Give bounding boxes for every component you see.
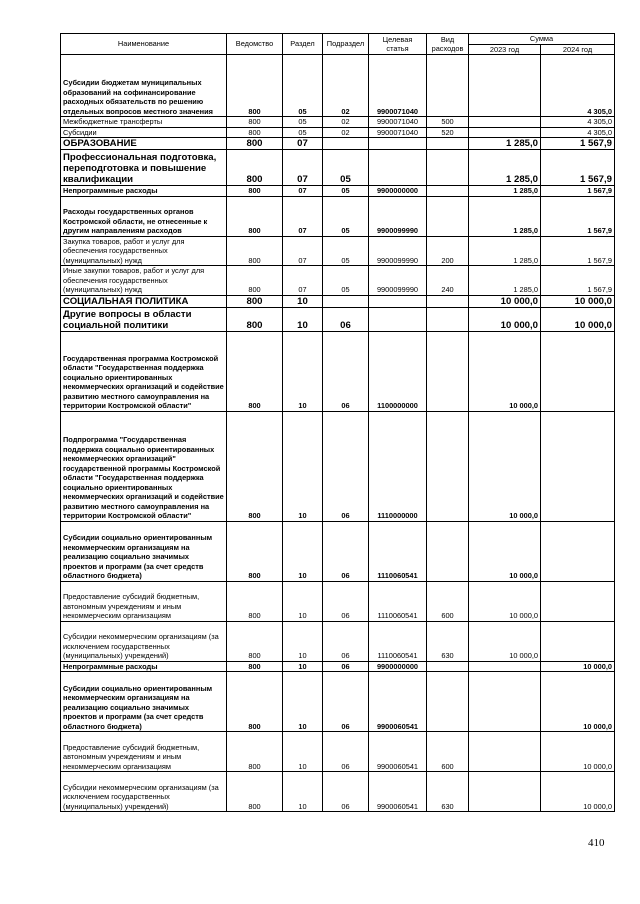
cell-section: 05: [283, 55, 323, 117]
cell-department: 800: [227, 521, 283, 581]
cell-2024: 10 000,0: [541, 772, 615, 812]
header-sum: Сумма: [469, 34, 615, 45]
cell-department: 800: [227, 581, 283, 621]
cell-subsection: 02: [323, 117, 369, 128]
cell-subsection: 05: [323, 150, 369, 186]
cell-subsection: 05: [323, 196, 369, 236]
cell-department: 800: [227, 295, 283, 307]
cell-2024: 4 305,0: [541, 55, 615, 117]
cell-2024: [541, 621, 615, 661]
cell-2024: 10 000,0: [541, 732, 615, 772]
table-row: [61, 236, 615, 266]
header-subsection: Подраздел: [323, 34, 369, 55]
table-row: [61, 150, 615, 186]
cell-target: 9900099990: [369, 266, 427, 296]
cell-target: 9900060541: [369, 772, 427, 812]
table-row: [61, 196, 615, 236]
cell-department: 800: [227, 307, 283, 331]
cell-section: 05: [283, 127, 323, 138]
table-row: [61, 621, 615, 661]
cell-section: 10: [283, 331, 323, 411]
cell-2023: 1 285,0: [469, 150, 541, 186]
cell-target: 9900071040: [369, 117, 427, 128]
table-row: [61, 55, 615, 117]
header-target: Целевая статья: [369, 34, 427, 55]
cell-section: 10: [283, 581, 323, 621]
cell-subsection: [323, 138, 369, 150]
cell-2023: [469, 661, 541, 672]
cell-department: 800: [227, 186, 283, 197]
cell-2023: 10 000,0: [469, 411, 541, 521]
cell-2024: [541, 331, 615, 411]
cell-2023: 10 000,0: [469, 621, 541, 661]
cell-expense-type: [427, 295, 469, 307]
table-body: [61, 55, 615, 812]
cell-subsection: 05: [323, 236, 369, 266]
cell-department: 800: [227, 621, 283, 661]
cell-2023: [469, 772, 541, 812]
cell-target: 1110060541: [369, 521, 427, 581]
cell-name: Профессиональная подготовка, переподготовка и повышение квалификации: [61, 150, 227, 186]
table-row: [61, 581, 615, 621]
cell-section: 10: [283, 672, 323, 732]
table-row: [61, 411, 615, 521]
cell-subsection: 06: [323, 661, 369, 672]
cell-name: Иные закупки товаров, работ и услуг для обеспечения государственных (муниципальных) нужд: [61, 266, 227, 296]
cell-expense-type: 500: [427, 117, 469, 128]
table-row: [61, 186, 615, 197]
cell-name: Субсидии социально ориентированным некоммерческим организациям на реализацию социально значимых проектов и программ (за счет средств областного бюджета): [61, 521, 227, 581]
cell-section: 10: [283, 521, 323, 581]
cell-department: 800: [227, 55, 283, 117]
table-row: [61, 672, 615, 732]
cell-section: 10: [283, 307, 323, 331]
cell-expense-type: [427, 138, 469, 150]
cell-name: Подпрограмма "Государственная поддержка социально ориентированных некоммерческих организаций" государственной программы Костромской области "Государственная поддержка социально ориентированных некоммерческих организаций и содействие развитию местного самоуправления на территории Костромской области": [61, 411, 227, 521]
cell-target: 9900099990: [369, 236, 427, 266]
cell-expense-type: 240: [427, 266, 469, 296]
cell-2023: 10 000,0: [469, 331, 541, 411]
cell-name: Субсидии некоммерческим организациям (за исключением государственных (муниципальных) учреждений): [61, 772, 227, 812]
cell-department: 800: [227, 236, 283, 266]
cell-target: [369, 138, 427, 150]
cell-section: 10: [283, 411, 323, 521]
table-row: [61, 661, 615, 672]
cell-2023: 10 000,0: [469, 307, 541, 331]
cell-2023: 1 285,0: [469, 266, 541, 296]
cell-name: Субсидии некоммерческим организациям (за исключением государственных (муниципальных) учреждений): [61, 621, 227, 661]
cell-name: Межбюджетные трансферты: [61, 117, 227, 128]
cell-section: 07: [283, 266, 323, 296]
header-year-2024: 2024 год: [541, 44, 615, 55]
budget-sheet: [60, 33, 614, 812]
cell-subsection: [323, 295, 369, 307]
cell-subsection: 06: [323, 581, 369, 621]
table-row: [61, 521, 615, 581]
cell-department: 800: [227, 150, 283, 186]
cell-target: 9900000000: [369, 661, 427, 672]
cell-expense-type: [427, 411, 469, 521]
table-row: [61, 117, 615, 128]
cell-department: 800: [227, 127, 283, 138]
cell-expense-type: 520: [427, 127, 469, 138]
cell-expense-type: [427, 150, 469, 186]
cell-2023: [469, 127, 541, 138]
cell-target: [369, 295, 427, 307]
cell-target: 9900099990: [369, 196, 427, 236]
header-year-2023: 2023 год: [469, 44, 541, 55]
cell-department: 800: [227, 266, 283, 296]
cell-target: 9900000000: [369, 186, 427, 197]
cell-expense-type: 200: [427, 236, 469, 266]
cell-2024: 1 567,9: [541, 138, 615, 150]
cell-target: 1100000000: [369, 331, 427, 411]
table-row: [61, 331, 615, 411]
cell-department: 800: [227, 138, 283, 150]
cell-subsection: 05: [323, 266, 369, 296]
cell-expense-type: [427, 672, 469, 732]
cell-target: 1110060541: [369, 581, 427, 621]
cell-department: 800: [227, 661, 283, 672]
page-number: 410: [588, 837, 605, 849]
table-row: [61, 732, 615, 772]
cell-department: 800: [227, 672, 283, 732]
table-row: [61, 772, 615, 812]
cell-name: Другие вопросы в области социальной политики: [61, 307, 227, 331]
cell-2023: 1 285,0: [469, 138, 541, 150]
cell-subsection: 06: [323, 672, 369, 732]
cell-2023: [469, 117, 541, 128]
cell-subsection: 02: [323, 55, 369, 117]
cell-2024: 4 305,0: [541, 127, 615, 138]
cell-subsection: 02: [323, 127, 369, 138]
cell-expense-type: [427, 55, 469, 117]
cell-department: 800: [227, 331, 283, 411]
cell-department: 800: [227, 732, 283, 772]
cell-2024: [541, 521, 615, 581]
cell-expense-type: [427, 331, 469, 411]
cell-department: 800: [227, 117, 283, 128]
cell-subsection: 05: [323, 186, 369, 197]
cell-target: [369, 150, 427, 186]
cell-section: 10: [283, 772, 323, 812]
table-row: [61, 138, 615, 150]
cell-name: Государственная программа Костромской области "Государственная поддержка социально ориентированных некоммерческих организаций и содействие развитию местного самоуправления на территории Костромской области": [61, 331, 227, 411]
cell-2024: 10 000,0: [541, 672, 615, 732]
cell-expense-type: [427, 307, 469, 331]
cell-section: 05: [283, 117, 323, 128]
cell-2024: 10 000,0: [541, 661, 615, 672]
cell-subsection: 06: [323, 732, 369, 772]
cell-section: 07: [283, 186, 323, 197]
cell-2023: 10 000,0: [469, 295, 541, 307]
budget-table: [60, 33, 615, 812]
header-name: Наименование: [61, 34, 227, 55]
cell-subsection: 06: [323, 307, 369, 331]
cell-2023: 10 000,0: [469, 581, 541, 621]
cell-subsection: 06: [323, 331, 369, 411]
cell-2024: 1 567,9: [541, 186, 615, 197]
cell-expense-type: 630: [427, 772, 469, 812]
cell-target: [369, 307, 427, 331]
cell-section: 10: [283, 621, 323, 661]
cell-name: ОБРАЗОВАНИЕ: [61, 138, 227, 150]
cell-2024: 1 567,9: [541, 236, 615, 266]
cell-target: 9900071040: [369, 55, 427, 117]
cell-2024: 1 567,9: [541, 266, 615, 296]
cell-name: Субсидии: [61, 127, 227, 138]
cell-expense-type: 630: [427, 621, 469, 661]
cell-section: 10: [283, 661, 323, 672]
cell-section: 07: [283, 196, 323, 236]
cell-2024: 1 567,9: [541, 196, 615, 236]
cell-2024: [541, 581, 615, 621]
cell-2023: 1 285,0: [469, 236, 541, 266]
cell-subsection: 06: [323, 521, 369, 581]
cell-target: 9900060541: [369, 672, 427, 732]
cell-2024: 4 305,0: [541, 117, 615, 128]
table-row: [61, 307, 615, 331]
cell-target: 1110000000: [369, 411, 427, 521]
cell-name: СОЦИАЛЬНАЯ ПОЛИТИКА: [61, 295, 227, 307]
cell-2023: [469, 55, 541, 117]
header-section: Раздел: [283, 34, 323, 55]
header-department: Ведомство: [227, 34, 283, 55]
cell-name: Субсидии бюджетам муниципальных образований на софинансирование расходных обязательств по решению отдельных вопросов местного значения: [61, 55, 227, 117]
table-row: [61, 295, 615, 307]
cell-subsection: 06: [323, 772, 369, 812]
cell-expense-type: [427, 186, 469, 197]
cell-2023: 1 285,0: [469, 186, 541, 197]
cell-section: 07: [283, 138, 323, 150]
cell-name: Предоставление субсидий бюджетным, автономным учреждениям и иным некоммерческим организациям: [61, 581, 227, 621]
table-row: [61, 266, 615, 296]
cell-department: 800: [227, 772, 283, 812]
cell-2024: 10 000,0: [541, 307, 615, 331]
cell-2023: 10 000,0: [469, 521, 541, 581]
cell-name: Субсидии социально ориентированным некоммерческим организациям на реализацию социально значимых проектов и программ (за счет средств областного бюджета): [61, 672, 227, 732]
cell-2023: 1 285,0: [469, 196, 541, 236]
cell-name: Предоставление субсидий бюджетным, автономным учреждениям и иным некоммерческим организациям: [61, 732, 227, 772]
cell-2024: 10 000,0: [541, 295, 615, 307]
cell-target: 1110060541: [369, 621, 427, 661]
cell-name: Расходы государственных органов Костромской области, не отнесенные к другим направлениям расходов: [61, 196, 227, 236]
cell-expense-type: [427, 521, 469, 581]
cell-department: 800: [227, 411, 283, 521]
header-expense-type: Вид расходов: [427, 34, 469, 55]
cell-target: 9900060541: [369, 732, 427, 772]
cell-section: 07: [283, 150, 323, 186]
cell-expense-type: 600: [427, 581, 469, 621]
cell-2023: [469, 732, 541, 772]
cell-section: 07: [283, 236, 323, 266]
cell-name: Закупка товаров, работ и услуг для обеспечения государственных (муниципальных) нужд: [61, 236, 227, 266]
cell-expense-type: 600: [427, 732, 469, 772]
table-row: [61, 127, 615, 138]
cell-subsection: 06: [323, 411, 369, 521]
cell-name: Непрограммные расходы: [61, 186, 227, 197]
cell-department: 800: [227, 196, 283, 236]
cell-expense-type: [427, 661, 469, 672]
cell-2024: 1 567,9: [541, 150, 615, 186]
cell-target: 9900071040: [369, 127, 427, 138]
cell-subsection: 06: [323, 621, 369, 661]
cell-expense-type: [427, 196, 469, 236]
cell-2023: [469, 672, 541, 732]
cell-2024: [541, 411, 615, 521]
cell-name: Непрограммные расходы: [61, 661, 227, 672]
cell-section: 10: [283, 732, 323, 772]
cell-section: 10: [283, 295, 323, 307]
